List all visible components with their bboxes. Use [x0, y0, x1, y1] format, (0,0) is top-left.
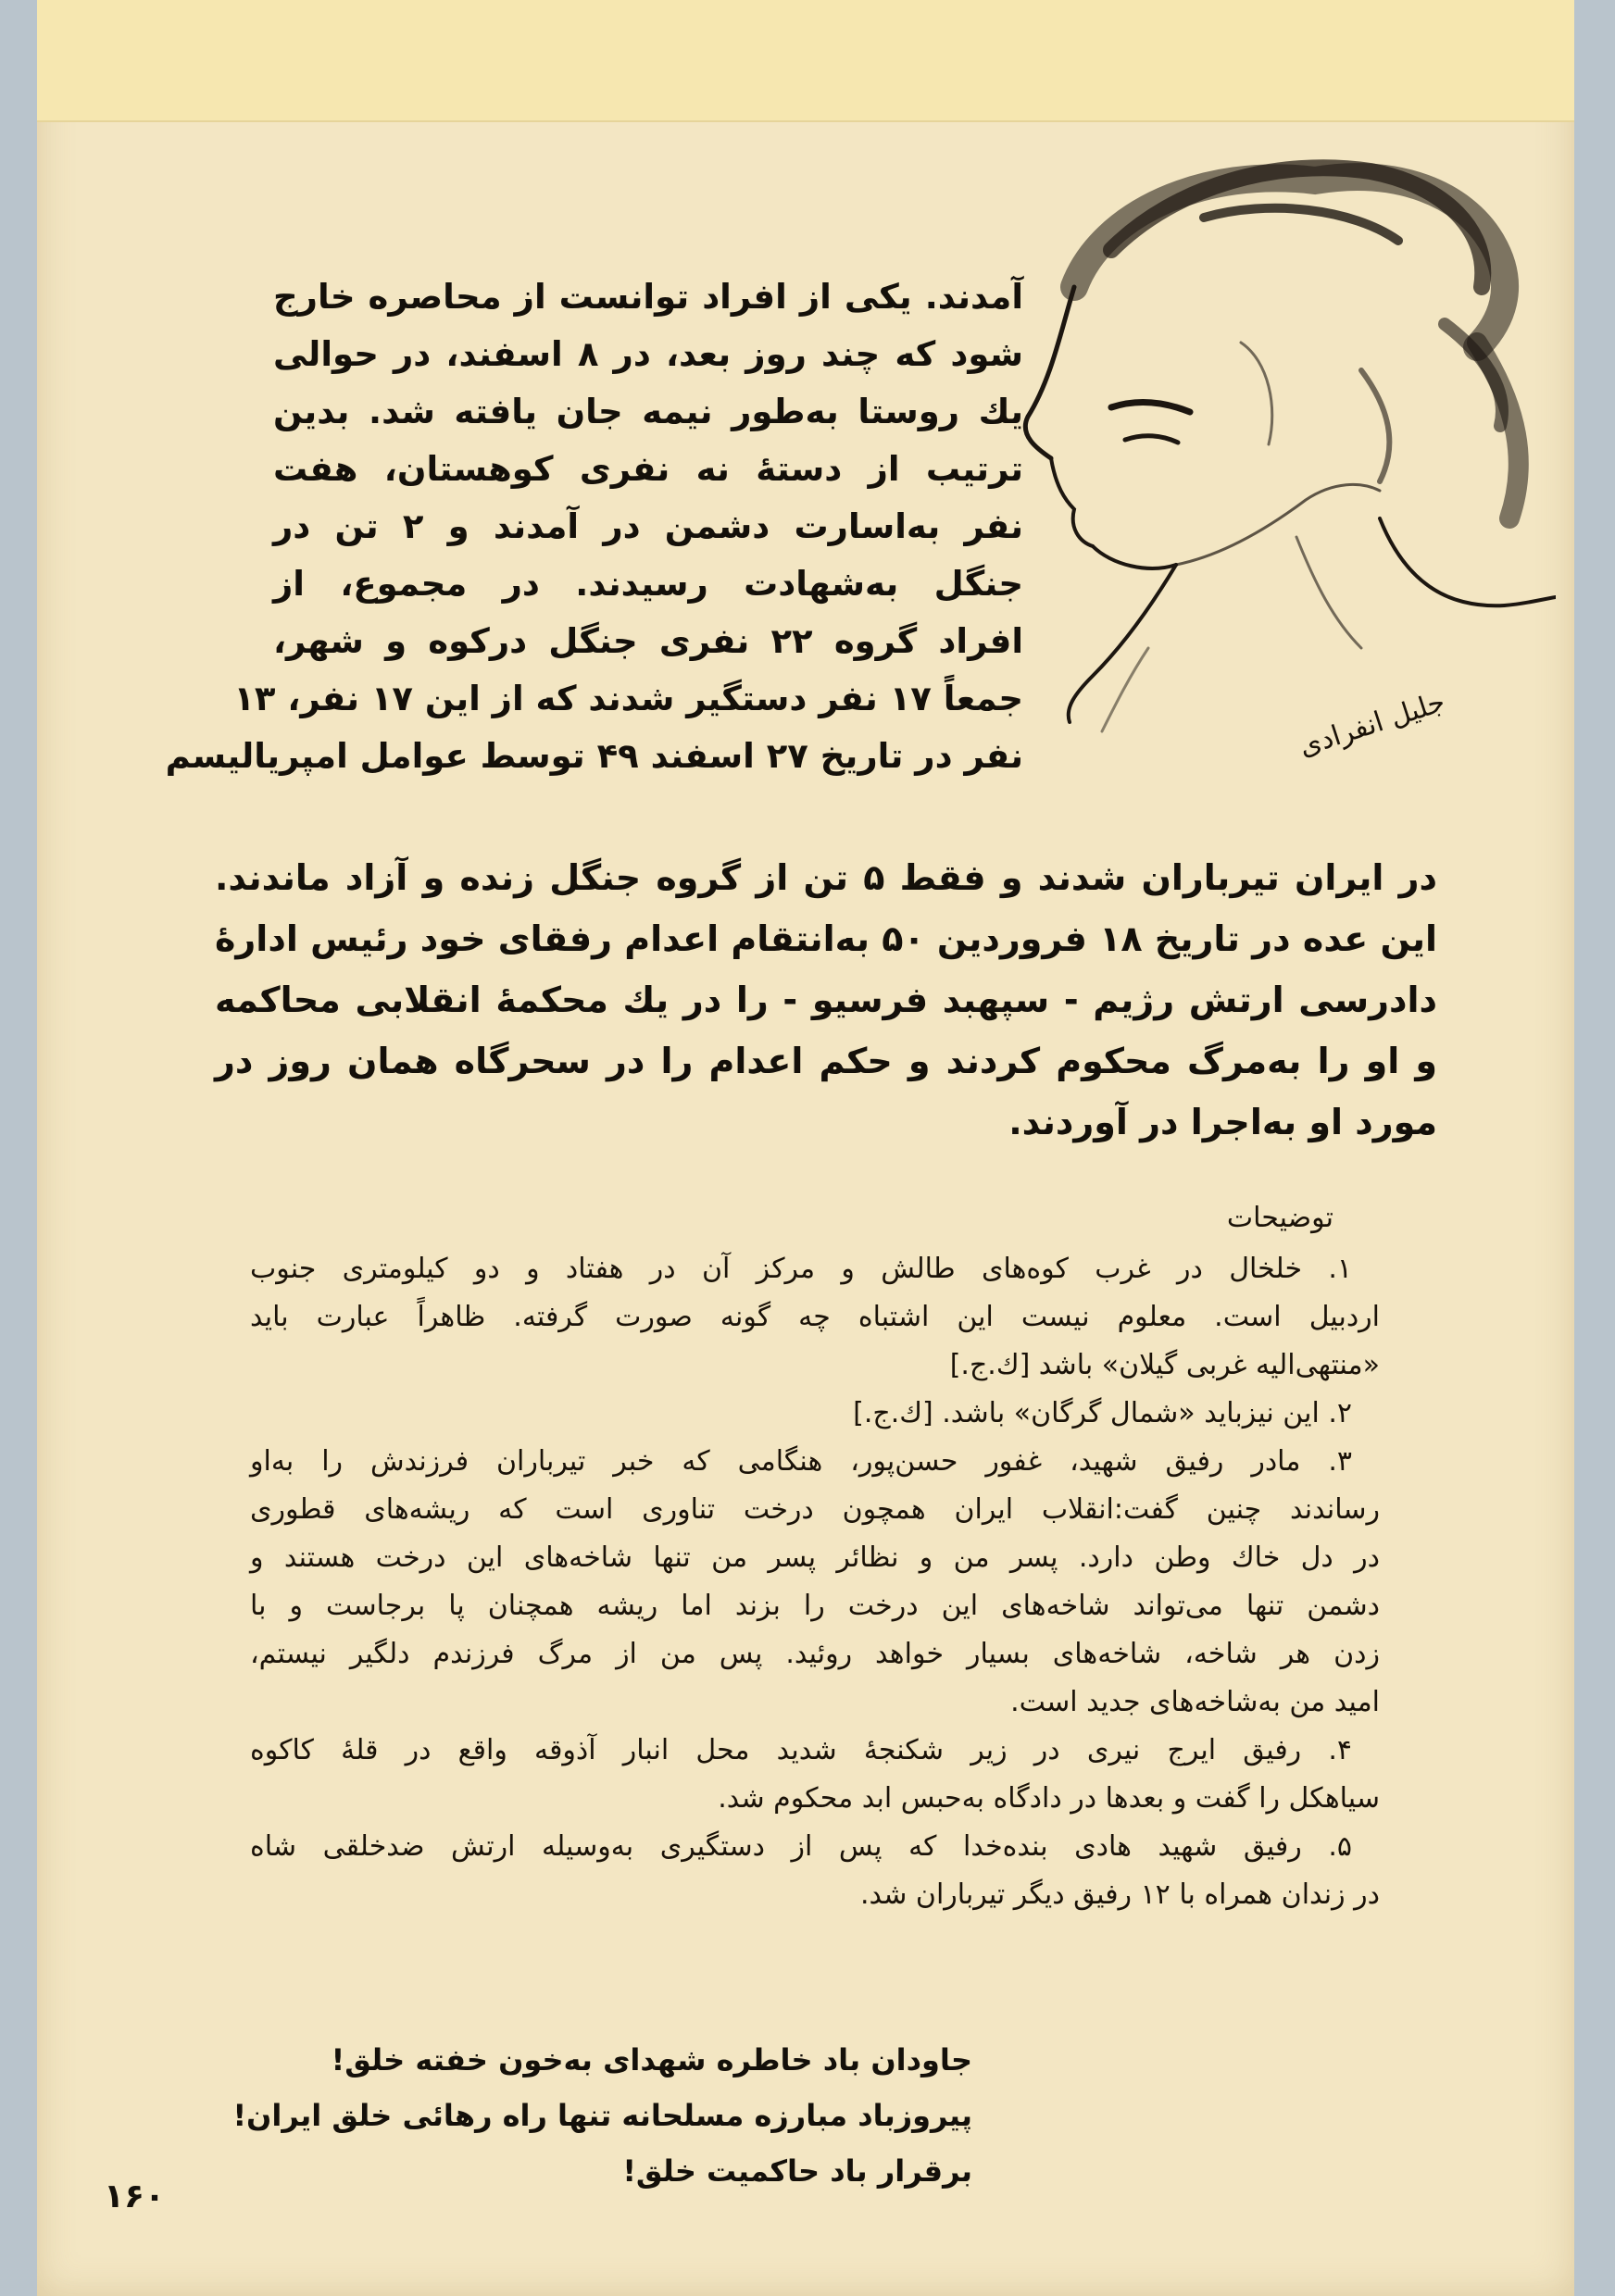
note-line: در زندان همراه با ۱۲ رفیق دیگر تیرباران شد. [859, 1878, 1380, 1911]
text-line: مورد او به‌اجرا در آوردند. [1008, 1102, 1437, 1142]
note-3 [250, 1438, 1380, 1727]
text-line: شود که چند روز بعد، در ۸ اسفند، در حوالی [273, 334, 1023, 374]
note-4 [250, 1727, 1380, 1823]
note-line: رساندند چنین گفت:انقلاب ایران همچون درخت تناوری است که ریشه‌های قطوری [250, 1493, 1380, 1526]
page-top-edge [37, 0, 1574, 122]
note-line: امید من به‌شاخه‌های جدید است. [1010, 1686, 1380, 1718]
slogan-line: پیروزباد مبارزه مسلحانه تنها راه رهائی خلق ایران! [232, 2098, 972, 2133]
note-line: ۴. رفیق ایرج نیری در زیر شکنجهٔ شدید محل انبار آذوقه واقع در قلهٔ کاکوه [250, 1734, 1352, 1766]
slogans [232, 2032, 972, 2199]
note-line: سیاهکل را گفت و بعدها در دادگاه به‌حبس ابد محکوم شد. [718, 1782, 1380, 1815]
body-text-lower [215, 847, 1437, 1153]
note-line: دشمن تنها می‌تواند شاخه‌های این درخت را بزند اما ریشه همچنان پا برجاست و با [250, 1590, 1380, 1622]
text-line: این عده در تاریخ ۱۸ فروردین ۵۰ به‌انتقام اعدام رفقای خود رئیس ادارهٔ [215, 918, 1438, 959]
text-line: آمدند. یکی از افراد توانست از محاصره خارج [273, 277, 1023, 317]
text-line: دادرسی ارتش رژیم - سپهبد فرسیو - را در یك محکمهٔ انقلابی محاکمه [215, 980, 1437, 1020]
notes-list [250, 1245, 1380, 1919]
note-line: زدن هر شاخه، شاخه‌های بسیار خواهد روئید. پس من از مرگ فرزندم دلگیر نیستم، [250, 1638, 1380, 1670]
note-line: ۱. خلخال در غرب کوه‌های طالش و مرکز آن در هفتاد و دو کیلومتری جنوب [250, 1253, 1352, 1285]
text-line: جنگل به‌شهادت رسیدند. در مجموع، از [273, 564, 1023, 604]
slogan-line: برقرار باد حاکمیت خلق! [622, 2153, 972, 2189]
note-line: ۳. مادر رفیق شهید، غفور حسن‌پور، هنگامی که خبر تیرباران فرزندش را به‌او [250, 1445, 1352, 1478]
text-line: و او را به‌مرگ محکوم کردند و حکم اعدام را در سحرگاه همان روز در [215, 1041, 1437, 1081]
text-line: نفر به‌اسارت دشمن در آمدند و ۲ تن در [273, 506, 1023, 546]
note-line: در دل خاك وطن دارد. پسر من و نظائر پسر من تنها شاخه‌های این درخت هستند و [250, 1541, 1380, 1574]
note-1 [250, 1245, 1380, 1390]
note-line: ۲. این نیزباید «شمال گرگان» باشد. [ك.ج.] [853, 1397, 1352, 1429]
text-line: ترتیب از دستهٔ نه نفری کوهستان، هفت [273, 449, 1023, 489]
note-line: «منتهی‌الیه غربی گیلان» باشد [ك.ج.] [949, 1349, 1380, 1381]
notes-heading: توضیحات [1226, 1202, 1333, 1234]
note-5 [250, 1823, 1380, 1919]
note-line: اردبیل است. معلوم نیست این اشتباه چه گونه صورت گرفته. ظاهراً عبارت باید [250, 1301, 1380, 1333]
portrait-caption: جليل انفرادی [1295, 685, 1449, 764]
text-line: جمعاً ۱۷ نفر دستگیر شدند که از این ۱۷ نفر، ۱۳ [233, 679, 1023, 718]
slogan-line: جاودان باد خاطره شهدای به‌خون خفته خلق! [331, 2042, 972, 2078]
note-line: ۵. رفیق شهید هادی بنده‌خدا که پس از دستگیری به‌وسیله ارتش ضدخلقی شاه [250, 1830, 1352, 1863]
text-line: یك روستا به‌طور نیمه جان یافته شد. بدین [273, 392, 1023, 431]
page-number: ۱۶۰ [104, 2177, 165, 2215]
text-line: در ایران تیرباران شدند و فقط ۵ تن از گروه جنگل زنده و آزاد ماندند. [215, 857, 1437, 898]
body-text-upper [165, 268, 1023, 785]
text-line: افراد گروه ۲۲ نفری جنگل درکوه و شهر، [273, 621, 1023, 661]
note-2 [250, 1390, 1380, 1438]
portrait-sketch [963, 130, 1556, 805]
book-page [37, 0, 1574, 2296]
text-line: نفر در تاریخ ۲۷ اسفند ۴۹ توسط عوامل امپریالیسم [165, 736, 1023, 776]
